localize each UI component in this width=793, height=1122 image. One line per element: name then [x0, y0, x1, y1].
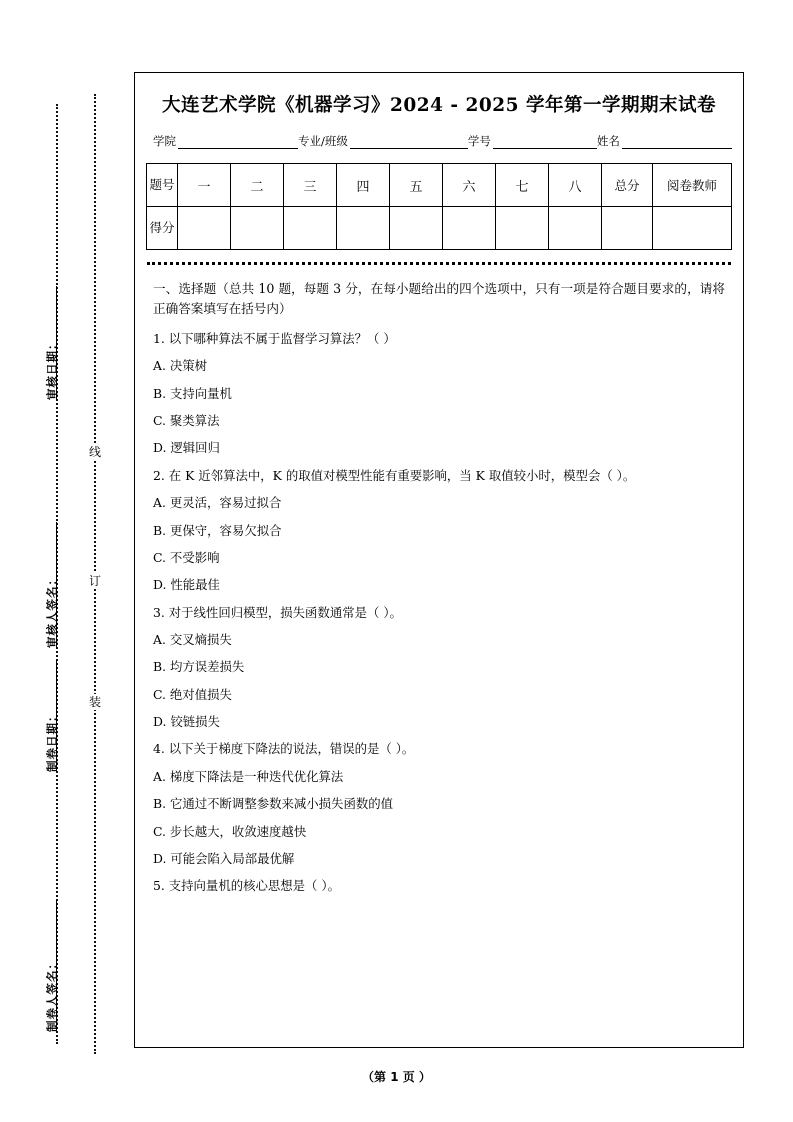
question-3-option-b[interactable]: B. 均方误差损失	[153, 659, 245, 675]
question-4-option-c[interactable]: C. 步长越大，收敛速度越快	[153, 823, 307, 839]
section-heading-1: 一、选择题（总共 10 题，每题 3 分，在每小题给出的四个选项中，只有一项是符合题目要求的，请将正确答案填写在括号内）	[153, 281, 725, 316]
question-1-option-d[interactable]: D. 逻辑回归	[153, 440, 220, 456]
score-cell-7[interactable]	[496, 207, 549, 250]
side-rule-maker-signature	[56, 900, 57, 1031]
question-2-option-a[interactable]: A. 更灵活，容易过拟合	[153, 495, 282, 511]
side-label-review-date: 审核日期：	[45, 337, 59, 400]
score-cell-1[interactable]	[178, 207, 231, 250]
question-2-stem: 2. 在 K 近邻算法中，K 的取值对模型性能有重要影响，当 K 取值较小时，模型会（ ）。	[153, 467, 636, 483]
score-cell-marker[interactable]	[653, 207, 732, 250]
side-label-reviewer-signature: 审核人签名：	[45, 573, 59, 648]
question-4	[153, 740, 725, 867]
binding-mark-bind: 订	[88, 574, 101, 588]
score-cell-6[interactable]	[443, 207, 496, 250]
question-4-option-b[interactable]: B. 它通过不断调整参数来减小损失函数的值	[153, 796, 394, 812]
identity-field-student-id	[468, 133, 597, 149]
side-rule-reviewer-signature	[56, 522, 57, 647]
question-2-option-c[interactable]: C. 不受影响	[153, 549, 220, 565]
score-cell-3[interactable]	[284, 207, 337, 250]
exam-paper-frame	[134, 72, 744, 1048]
question-5-stem: 5. 支持向量机的核心思想是（ ）。	[153, 878, 340, 894]
identity-label-student-id: 学号	[467, 134, 491, 148]
binding-mark-fold: 装	[88, 695, 101, 709]
question-3-option-d[interactable]: D. 铰链损失	[153, 714, 220, 730]
identity-field-college	[153, 133, 298, 149]
score-table-col-2: 二	[231, 164, 284, 207]
identity-field-name	[597, 133, 732, 149]
identity-fields-row	[153, 133, 725, 149]
question-3-option-c[interactable]: C. 绝对值损失	[153, 686, 232, 702]
question-5	[153, 877, 725, 894]
score-cell-2[interactable]	[231, 207, 284, 250]
identity-input-student-id[interactable]	[493, 136, 597, 149]
score-table-col-marker: 阅卷教师	[653, 164, 732, 207]
score-table-col-total: 总分	[602, 164, 653, 207]
identity-input-college[interactable]	[178, 136, 298, 149]
score-cell-4[interactable]	[337, 207, 390, 250]
dotted-separator	[147, 262, 731, 265]
question-2-option-d[interactable]: D. 性能最佳	[153, 577, 220, 593]
question-3-option-a[interactable]: A. 交叉熵损失	[153, 631, 232, 647]
side-rule-review-date	[56, 286, 57, 399]
table-row-scores	[147, 207, 732, 250]
binding-mark-line: 线	[88, 445, 101, 459]
question-4-stem: 4. 以下关于梯度下降法的说法，错误的是（ ）。	[153, 741, 415, 757]
question-2	[153, 467, 725, 594]
score-table-col-6: 六	[443, 164, 496, 207]
side-label-maker-date: 制卷日期：	[45, 709, 59, 772]
score-table-col-7: 七	[496, 164, 549, 207]
question-1-option-a[interactable]: A. 决策树	[153, 358, 207, 374]
identity-label-college: 学院	[153, 134, 176, 148]
question-3	[153, 604, 725, 731]
identity-input-name[interactable]	[622, 136, 732, 149]
score-table-col-8: 八	[549, 164, 602, 207]
table-row-question-numbers	[147, 164, 732, 207]
score-table-col-4: 四	[337, 164, 390, 207]
score-cell-5[interactable]	[390, 207, 443, 250]
exam-content	[153, 279, 725, 895]
question-1	[153, 330, 725, 457]
score-table-row-label-score: 得分	[147, 207, 178, 250]
identity-label-name: 姓名	[596, 134, 620, 148]
identity-input-major-class[interactable]	[350, 136, 468, 149]
question-1-option-b[interactable]: B. 支持向量机	[153, 385, 232, 401]
identity-label-major-class: 专业/班级	[298, 134, 348, 148]
score-table-row-label-question-no: 题号	[147, 164, 178, 207]
question-4-option-a[interactable]: A. 梯度下降法是一种迭代优化算法	[153, 768, 344, 784]
side-label-maker-signature: 制卷人签名：	[45, 957, 59, 1032]
score-table-col-3: 三	[284, 164, 337, 207]
score-table-col-1: 一	[178, 164, 231, 207]
side-rule-maker-date	[56, 660, 57, 771]
question-2-option-b[interactable]: B. 更保守，容易欠拟合	[153, 522, 282, 538]
question-1-stem: 1. 以下哪种算法不属于监督学习算法？（ ）	[153, 331, 396, 347]
question-4-option-d[interactable]: D. 可能会陷入局部最优解	[153, 850, 295, 866]
question-3-stem: 3. 对于线性回归模型，损失函数通常是（ ）。	[153, 604, 402, 620]
score-cell-8[interactable]	[549, 207, 602, 250]
page-title: 大连艺术学院《机器学习》2024 - 2025 学年第一学期期末试卷	[162, 95, 716, 116]
page-footer: （第 1 页 ）	[362, 1070, 431, 1084]
identity-field-major-class	[298, 133, 468, 149]
score-table	[146, 163, 732, 250]
score-table-col-5: 五	[390, 164, 443, 207]
question-1-option-c[interactable]: C. 聚类算法	[153, 413, 220, 429]
score-cell-total[interactable]	[602, 207, 653, 250]
